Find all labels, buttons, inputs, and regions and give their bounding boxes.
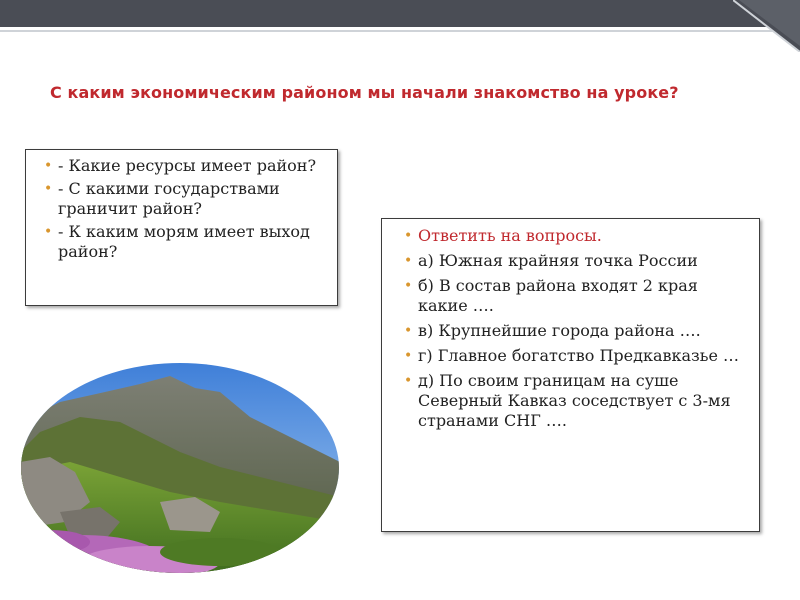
questions-box-left [25,149,338,306]
bullet-dot-icon: • [404,228,413,244]
list-item: • в) Крупнейшие города района …. [404,321,701,340]
bullet-dot-icon: • [44,158,53,174]
top-bar-divider [0,30,800,32]
mountain-landscape-photo [20,362,340,574]
list-item: • а) Южная крайняя точка России [404,251,698,270]
list-item: • - К каким морям имеет выход район? [44,222,310,261]
list-item: • д) По своим границам на суше Северный Кавказ соседствует с 3-мя странами СНГ …. [404,371,731,430]
page-corner-decoration [733,0,800,52]
list-item: • б) В состав района входят 2 края какие …. [404,276,698,315]
right-question-list [394,226,749,431]
bullet-dot-icon: • [404,253,413,269]
questions-box-right [381,218,760,532]
bullet-dot-icon: • [44,224,53,240]
bullet-dot-icon: • [404,323,413,339]
list-item: • - Какие ресурсы имеет район? [44,156,317,175]
top-bar [0,0,800,27]
list-item-heading: • Ответить на вопросы. [404,226,602,245]
left-question-list [34,156,329,262]
bullet-dot-icon: • [404,278,413,294]
bullet-dot-icon: • [404,373,413,389]
bullet-dot-icon: • [404,348,413,364]
list-item: • г) Главное богатство Предкавказье … [404,346,740,365]
list-item: • - С какими государствами граничит район? [44,179,280,218]
slide-title: С каким экономическим районом мы начали знакомство на уроке? [50,83,679,102]
bullet-dot-icon: • [44,181,53,197]
